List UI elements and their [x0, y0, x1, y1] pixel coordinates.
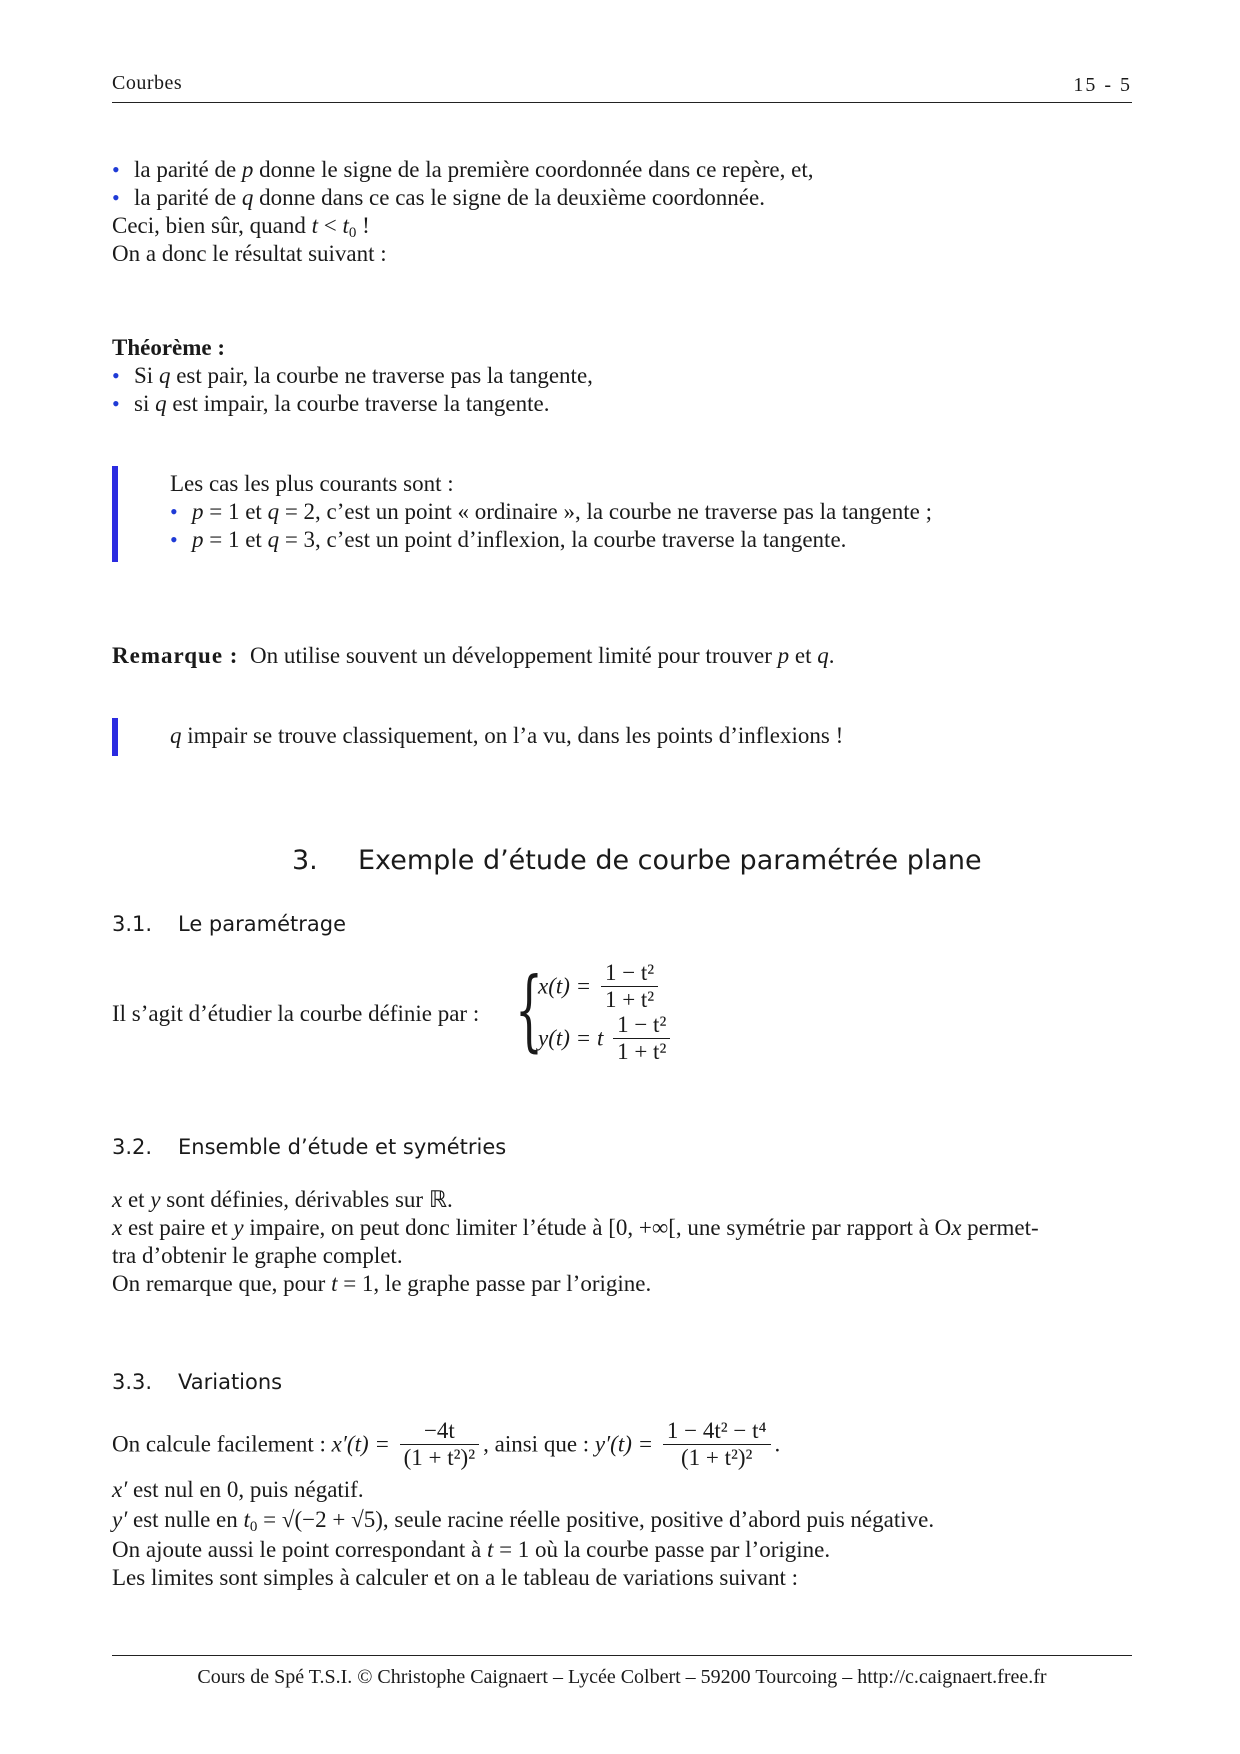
fraction: $\frac{-4t}{\text{(1 + t²)²}}$	[400, 1418, 479, 1471]
bullet-icon: •	[112, 157, 120, 182]
remark-block: Remarque : On utilise souvent un développement limité pour trouver p et q.	[112, 643, 835, 668]
subsection-title: 3.2. Ensemble d’étude et symétries	[112, 1135, 507, 1159]
equation-system	[538, 960, 674, 1064]
intro-block	[112, 156, 1132, 268]
footer-text: Cours de Spé T.S.I. © Christophe Caignaert – Lycée Colbert – 59200 Tourcoing – http://c.caignaert.free.fr	[197, 1666, 1047, 1688]
bullet-icon: •	[112, 391, 120, 416]
variations-block: x′ est nul en 0, puis négatif. y′ est nulle en $t_0 = √(-2 + √5)$, seule racine réelle positive, positive d’abord puis négative. On ajoute aussi le point correspondant à t = 1 où la courbe passe par l’origine. Les limites sont simples à calculer et on a le tableau de variations suivant :	[112, 1477, 935, 1590]
note-block: Les cas les plus courants sont : • p = 1 et q = 2, c’est un point « ordinaire », la courbe ne traverse pas la tangente ; • p = 1 et q = 3, c’est un point d’inflexion, la courbe traverse la tangente.	[170, 470, 1130, 554]
fraction: $\frac{\text{1 − t²}}{\text{1 + t²}}$	[613, 1012, 670, 1065]
list-item: • la parité de p donne le signe de la première coordonnée dans ce repère, et,	[112, 157, 814, 182]
list-item: • p = 1 et q = 2, c’est un point « ordinaire », la courbe ne traverse pas la tangente ;	[170, 499, 932, 524]
subsection-title: 3.1. Le paramétrage	[112, 912, 346, 936]
theorem-title: Théorème :	[112, 335, 226, 360]
equation-y: y(t) = t $\frac{\text{1 − t²}}{\text{1 + t²}}$	[538, 1012, 674, 1064]
theorem-block	[112, 334, 1132, 418]
list-item: • la parité de q donne dans ce cas le signe de la deuxième coordonnée.	[112, 185, 765, 210]
text-line: Ceci, bien sûr, quand $t < t_0$ !	[112, 213, 370, 241]
bullet-icon: •	[170, 527, 178, 552]
fraction: $\frac{\text{1 − t²}}{\text{1 + t²}}$	[601, 960, 658, 1013]
fraction: $\frac{\text{1 − 4t² − t⁴}}{\text{(1 + t²)²}}$	[663, 1418, 771, 1471]
bullet-icon: •	[112, 363, 120, 388]
brace-icon: {	[515, 958, 543, 1061]
bullet-icon: •	[112, 185, 120, 210]
symmetry-block: x et y sont définies, dérivables sur ℝ. x est paire et y impaire, on peut donc limiter l’étude à [0, +∞[, une symétrie par rapport à Ox permet- tra d’obtenir le graphe complet. On remarque que, pour t = 1, le graphe passe par l’origine.	[112, 1187, 1039, 1296]
page-number: 15 - 5	[1073, 74, 1132, 96]
equation-x: x(t) = $\frac{\text{1 − t²}}{\text{1 + t²}}$	[538, 960, 674, 1012]
list-item: • p = 1 et q = 3, c’est un point d’inflexion, la courbe traverse la tangente.	[170, 527, 847, 552]
text-line: On a donc le résultat suivant :	[112, 241, 387, 266]
derivatives-line: On calcule facilement : x′(t) = $\frac{-4t}{\text{(1 + t²)²}}$ , ainsi que : y′(t) = $\frac{\text{1 − 4t² − t⁴}}{\text{(1 + t²)²}}$ .	[112, 1418, 781, 1470]
list-item: • si q est impair, la courbe traverse la tangente.	[112, 391, 550, 416]
note-bar	[112, 466, 118, 562]
section-title: 3. Exemple d’étude de courbe paramétrée plane	[292, 845, 982, 876]
note-bar	[112, 718, 118, 756]
page-footer	[112, 1655, 1132, 1689]
bullet-icon: •	[170, 499, 178, 524]
header-title: Courbes	[112, 72, 183, 94]
remark-label: Remarque :	[112, 643, 239, 668]
list-item: • Si q est pair, la courbe ne traverse pas la tangente,	[112, 363, 593, 388]
note-block: q impair se trouve classiquement, on l’a vu, dans les points d’inflexions !	[170, 723, 844, 748]
parametrization-lead: Il s’agit d’étudier la courbe définie par :	[112, 1001, 480, 1026]
subsection-title: 3.3. Variations	[112, 1370, 283, 1394]
page-header	[112, 72, 1132, 103]
square-root: √(−2 + √5)	[281, 1507, 383, 1532]
